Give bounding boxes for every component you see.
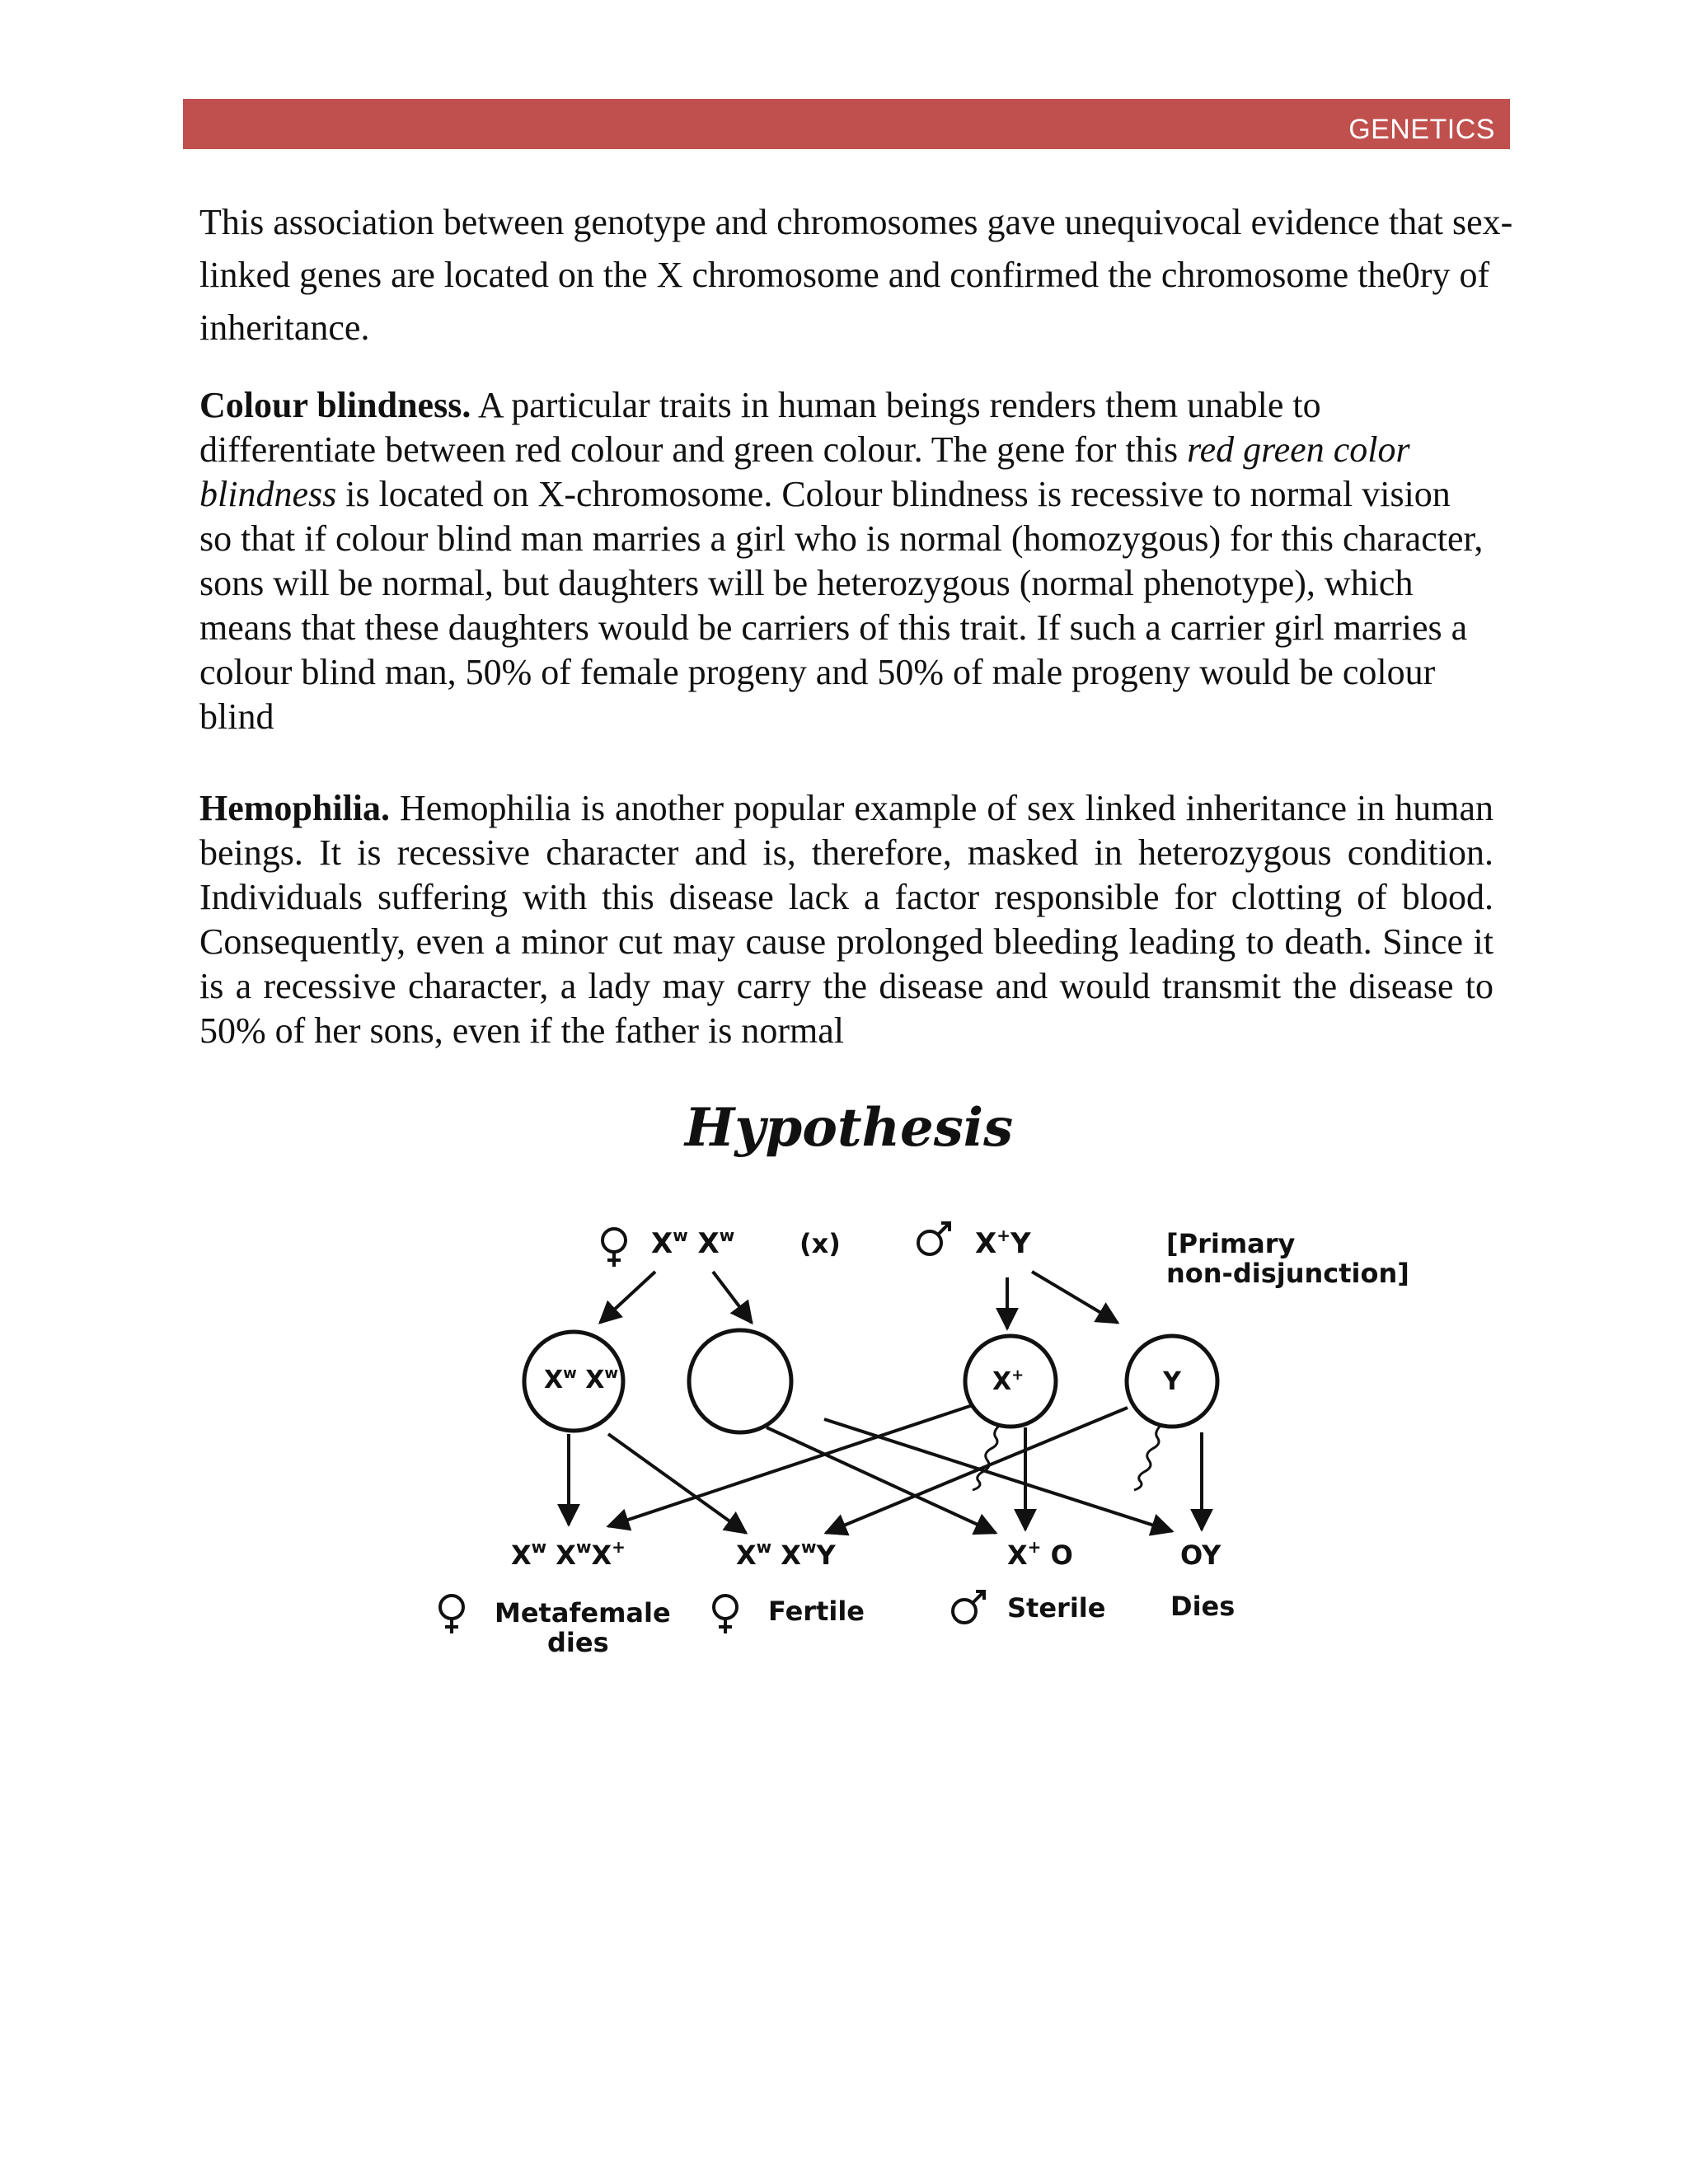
diagram-title: Hypothesis: [684, 1097, 1014, 1159]
paragraph-emphasis: red green color blindness: [199, 429, 1410, 514]
offspring-genotype-1: $X^w$ $X^wX^+$: [511, 1537, 626, 1571]
offspring-genotype-4: OY: [1180, 1540, 1221, 1571]
paragraph-text: is located on X-chromosome. Colour blindness is recessive to normal vision so that if colour blind man marries a girl who is normal (homozygous) for this character, sons will be normal, but daughters will be heterozygous (normal phenotype), which means that these daughters would be carriers of this trait. If such a carrier girl marries a colour blind man, 50% of female progeny and 50% of male progeny would be colour blind: [199, 474, 1484, 737]
sperm-tails: [973, 1426, 1160, 1490]
note-line-1: [Primary: [1166, 1228, 1296, 1259]
gamete-x-plus: [965, 1336, 1056, 1427]
offspring-outcome-4: Dies: [1170, 1591, 1236, 1622]
paragraph-text: Hemophilia is another popular example of sex linked inheritance in human beings. It is recessive character and is, therefore, masked in heterozygous condition. Individuals suffering with this disease lack a factor responsible for clotting of blood. Consequently, even a minor cut may cause prolonged bleeding leading to death. Since it is a recessive character, a lady may carry the disease and would transmit the disease to 50% of her sons, even if the father is normal: [199, 788, 1493, 1051]
offspring-genotype-3: X+ O: [1007, 1537, 1073, 1571]
paragraph-heading: Hemophilia.: [199, 788, 391, 828]
male-symbol-icon: [953, 1591, 984, 1623]
svg-text:Y: Y: [1163, 1367, 1181, 1396]
offspring-genotype-2: $X^w$ $X^wY$: [736, 1537, 836, 1571]
parent-gamete-arrows: [600, 1272, 1118, 1329]
paragraph-text: A particular traits in human beings renders them unable to differentiate between red colour and green colour. The gene for this: [199, 385, 1321, 470]
cross-symbol: (x): [799, 1228, 841, 1259]
female-parent-genotype: $X^w$ $X^w$: [651, 1226, 735, 1260]
header-label: GENETICS: [1348, 114, 1495, 145]
paragraph-heading: Colour blindness.: [199, 385, 471, 425]
offspring-outcome-3: Sterile: [1007, 1592, 1106, 1624]
fertilization-arrows: [569, 1405, 1202, 1533]
note-line-2: non-disjunction]: [1166, 1258, 1409, 1289]
svg-text:Xw Xw: $X^w$ $X^w$: [544, 1365, 618, 1394]
female-symbol-icon: [714, 1596, 737, 1633]
paragraph-text: This association between genotype and chromosomes gave unequivocal evidence that sex-linked genes are located on the X chromosome and confirmed the chromosome the0ry of inheritance.: [199, 202, 1513, 348]
offspring-outcome-2: Fertile: [768, 1596, 865, 1627]
female-symbol-icon: [440, 1596, 463, 1633]
svg-text:X+: X+: [992, 1366, 1025, 1396]
male-symbol-icon: [918, 1223, 950, 1254]
offspring-outcome-1: Metafemale: [495, 1597, 671, 1629]
gamete-xw-xw: [524, 1332, 623, 1431]
offspring-outcome-1b: dies: [547, 1627, 609, 1658]
female-symbol-icon: [603, 1229, 626, 1267]
gamete-y: [1127, 1336, 1217, 1427]
gamete-empty: [689, 1330, 791, 1432]
male-parent-genotype: X+Y: [975, 1226, 1031, 1260]
